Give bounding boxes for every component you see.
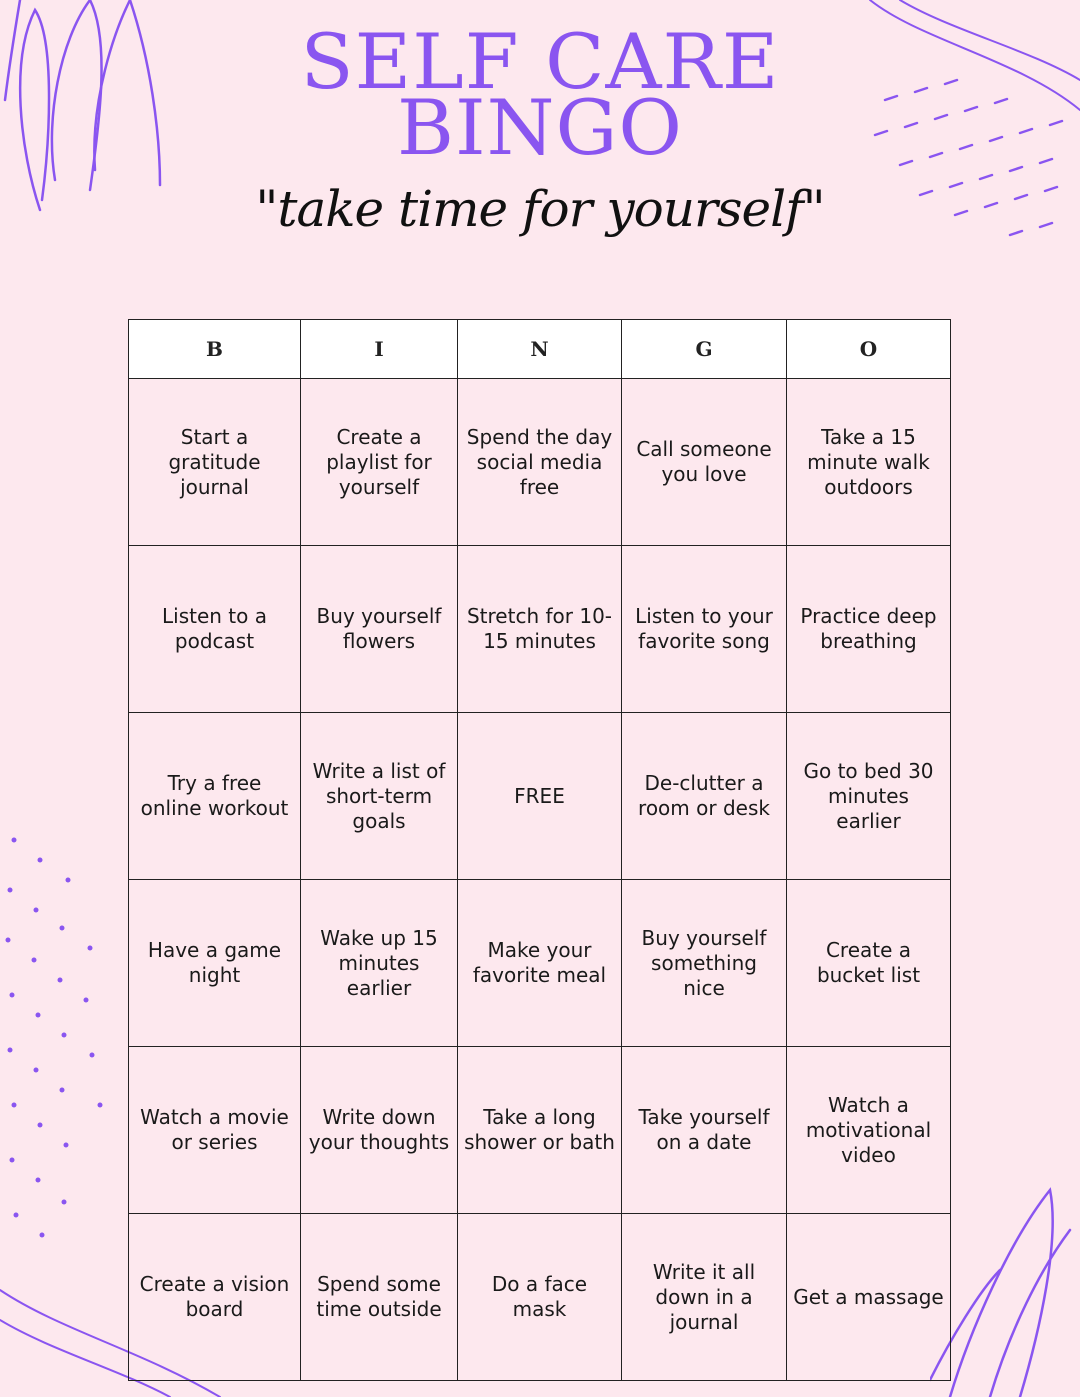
bingo-header-row [129,320,951,379]
bingo-cell: Buy yourself something nice [622,880,787,1047]
bingo-cell: Listen to a podcast [129,546,301,713]
bingo-row [129,1214,951,1381]
bingo-row [129,379,951,546]
bingo-cell: Write down your thoughts [301,1047,458,1214]
bingo-row [129,713,951,880]
bingo-board [128,319,951,1381]
bingo-cell: Create a bucket list [787,880,951,1047]
bingo-cell: Get a massage [787,1214,951,1381]
bingo-cell: Listen to your favorite song [622,546,787,713]
bingo-cell: Buy yourself flowers [301,546,458,713]
page-title-line-2: BINGO [396,83,683,172]
bingo-cell: Take a 15 minute walk outdoors [787,379,951,546]
header-i: I [301,320,458,379]
bingo-cell-free: FREE [458,713,622,880]
header-o: O [787,320,951,379]
bingo-cell: Stretch for 10-15 minutes [458,546,622,713]
bingo-cell: Create a playlist for yourself [301,379,458,546]
bingo-row [129,546,951,713]
bingo-cell: Have a game night [129,880,301,1047]
dots-left-decoration [0,830,120,1250]
header-g: G [622,320,787,379]
tagline: "take time for yourself" [255,180,825,238]
bingo-cell: Go to bed 30 minutes earlier [787,713,951,880]
bingo-cell: Create a vision board [129,1214,301,1381]
bingo-cell: Spend some time outside [301,1214,458,1381]
bingo-cell: De-clutter a room or desk [622,713,787,880]
bingo-row [129,1047,951,1214]
bingo-cell: Write a list of short-term goals [301,713,458,880]
bingo-cell: Wake up 15 minutes earlier [301,880,458,1047]
bingo-cell: Watch a movie or series [129,1047,301,1214]
bingo-cell: Call someone you love [622,379,787,546]
bingo-row [129,880,951,1047]
page-title-line-1: SELF CARE [300,17,780,106]
bingo-cell: Try a free online workout [129,713,301,880]
bingo-cell: Spend the day social media free [458,379,622,546]
bingo-cell: Practice deep breathing [787,546,951,713]
bingo-cell: Make your favorite meal [458,880,622,1047]
bingo-cell: Do a face mask [458,1214,622,1381]
bingo-cell: Take a long shower or bath [458,1047,622,1214]
bingo-cell: Take yourself on a date [622,1047,787,1214]
bingo-cell: Watch a motivational video [787,1047,951,1214]
header-b: B [129,320,301,379]
bingo-cell: Write it all down in a journal [622,1214,787,1381]
scribble-bottom-right-decoration [930,1180,1080,1397]
bingo-cell: Start a gratitude journal [129,379,301,546]
header-n: N [458,320,622,379]
